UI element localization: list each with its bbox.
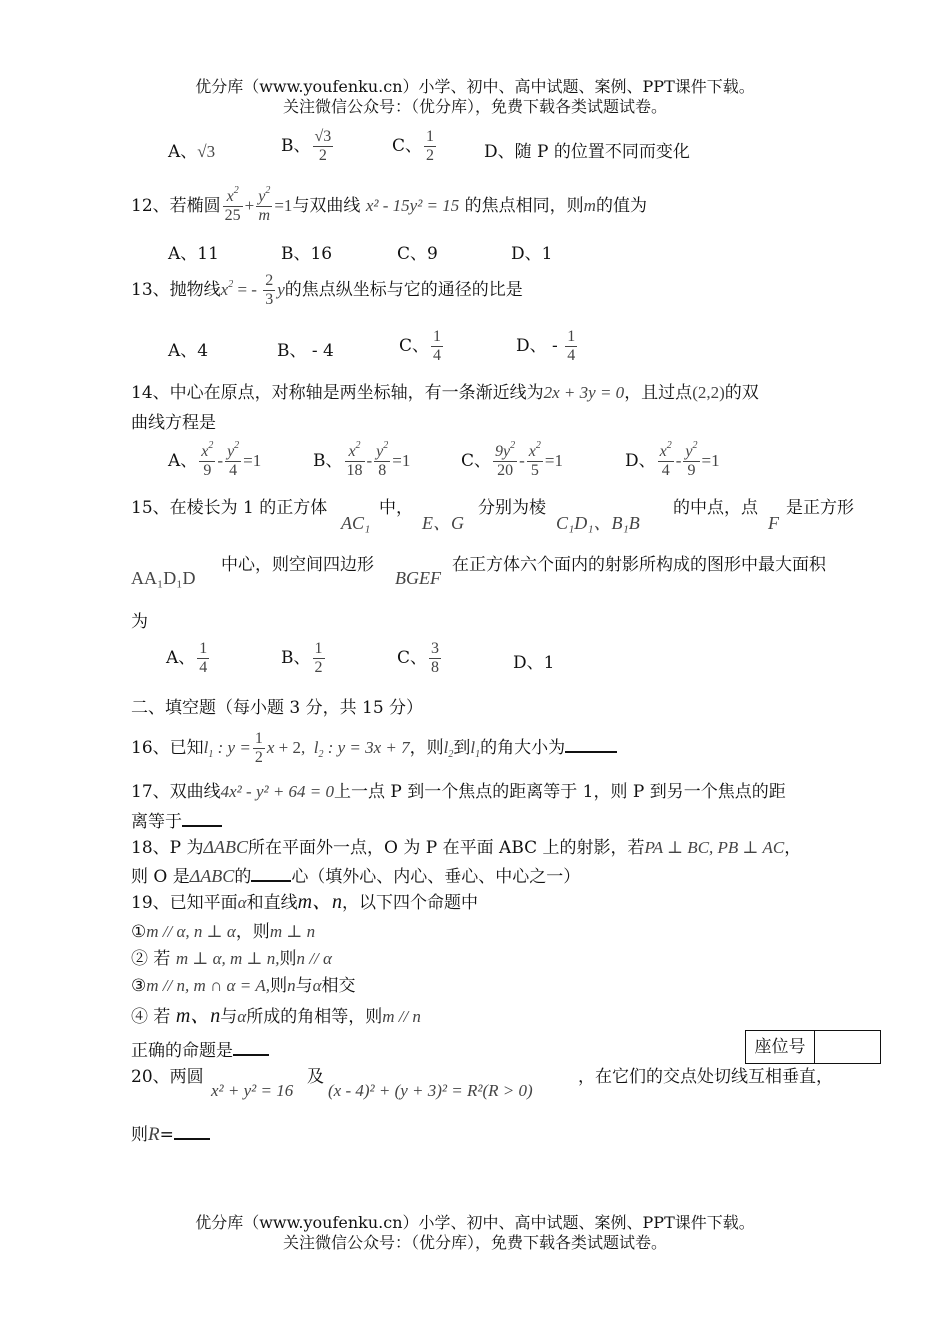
q13-option-b: B、 - 4 [277,341,334,361]
question-19-line1: 19、已知平面α和直线m、n，以下四个命题中 [131,891,479,913]
page-footer-line1: 优分库（www.youfenku.cn）小学、初中、高中试题、案例、PPT课件下载。 [195,1213,755,1232]
q15-option-c: C、 $\frac{3}{8}$ [397,640,440,676]
section-2-title: 二、填空题（每小题 3 分，共 15 分） [131,698,424,718]
question-15-line1: 15、在棱长为 1 的正方体 [131,498,328,518]
question-20-line2: 则R= [131,1122,210,1146]
q11-option-a: A、√3 [168,142,216,162]
q14-option-b: B、 $\frac{x^2}{18}$ - $\frac{y^2}{8}$ =1 [313,440,411,479]
q11-option-c: C、 $\frac{1}{2}$ [392,128,435,164]
q15-eg: E、G [422,513,464,533]
q15-edges: C₁D₁、B₁B [556,513,640,533]
q15-text-edges: 分别为棱 [478,498,546,518]
seat-number-box [745,1030,881,1064]
seat-number-label: 座位号 [746,1031,815,1063]
q19-proposition-2: ② 若 m ⊥ α, m ⊥ n,则n // α [131,949,332,969]
question-14-line1: 14、中心在原点，对称轴是两坐标轴，有一条渐近线为2x + 3y = 0，且过点(2,2)的双 [131,383,759,403]
q15-f: F [768,513,779,533]
q13-option-a: A、4 [168,341,209,361]
question-20-line1: 20、两圆 [131,1067,204,1087]
q15-text-zhong: 中， [379,498,413,518]
question-16: 16、已知$l_1$ : y = $\frac{1}{2}$ x + 2, $l_2$ : y = 3x + 7，则$l_2$到$l_1$的角大小为 [131,730,617,767]
q15-line2a: 中心，则空间四边形 [221,555,374,575]
q15-line2b: 在正方体六个面内的射影所构成的图形中最大面积 [452,555,826,575]
page-footer-line2: 关注微信公众号：（优分库），免费下载各类试题试卷。 [282,1233,667,1252]
q15-text-square: 是正方形 [786,498,854,518]
q15-option-b: B、 $\frac{1}{2}$ [281,640,323,676]
q17-answer-blank [182,809,222,827]
question-17-line2: 离等于 [131,809,222,833]
question-13: 13、抛物线$x^2$ = - $\frac{2}{3}$ y的焦点纵坐标与它的通径的比是 [131,272,523,308]
q16-answer-blank [565,735,617,753]
q15-quad: BGEF [395,568,441,588]
q19-proposition-3: ③m // n, m ∩ α = A,则n与α相交 [131,976,356,996]
q15-cube: AC₁ [341,513,371,533]
q20-answer-blank [174,1122,210,1140]
q19-proposition-4: ④ 若 m、n与α所成的角相等，则m // n [131,1005,421,1027]
question-17-line1: 17、双曲线4x² - y² + 64 = 0上一点 P 到一个焦点的距离等于 1，则 P 到另一个焦点的距 [131,782,786,802]
q13-option-d: D、 - $\frac{1}{4}$ [516,328,576,364]
q12-option-b: B、16 [281,244,333,264]
q12-option-a: A、11 [168,244,219,264]
q15-text-mid: 的中点，点 [673,498,758,518]
question-18-line2: 则 O 是ΔABC的 心（填外心、内心、垂心、中心之一） [131,866,581,887]
page-header-line1: 优分库（www.youfenku.cn）小学、初中、高中试题、案例、PPT课件下载。 [195,77,755,96]
question-15-line3: 为 [131,612,148,632]
q20-and: 及 [307,1067,324,1087]
question-14-line2: 曲线方程是 [131,413,216,433]
q15-face: AA₁D₁D [131,568,196,588]
q12-option-c: C、9 [397,244,438,264]
q15-option-d: D、1 [513,653,555,673]
q14-option-a: A、 $\frac{x^2}{9}$ - $\frac{y^2}{4}$ =1 [168,440,262,479]
q19-answer-line: 正确的命题是 [131,1038,269,1062]
q20-eq1: x² + y² = 16 [211,1081,294,1100]
q12-option-d: D、1 [511,244,553,264]
seat-number-field[interactable] [815,1031,881,1063]
q14-option-c: C、 $\frac{9y^2}{20}$ - $\frac{x^2}{5}$ =1 [461,440,563,479]
q14-option-d: D、 $\frac{x^2}{4}$ - $\frac{y^2}{9}$ =1 [625,440,720,479]
q15-option-a: A、 $\frac{1}{4}$ [166,640,208,676]
q13-option-c: C、 $\frac{1}{4}$ [399,328,442,364]
q19-answer-blank [233,1038,269,1056]
question-12: 12、若椭圆 $\frac{x^2}{25}$ + $\frac{y^2}{m}$ =1与双曲线 x² - 15y² = 15 的焦点相同，则m的值为 [131,185,647,224]
page-header-line2: 关注微信公众号：（优分库），免费下载各类试题试卷。 [282,97,667,116]
q18-answer-blank [251,864,291,882]
q11-option-d: D、随 P 的位置不同而变化 [484,142,690,162]
q11-option-b: B、 $\frac{√3}{2}$ [281,128,332,164]
q19-proposition-1: ①m // α, n ⊥ α，则m ⊥ n [131,922,316,942]
q20-post: ，在它们的交点处切线互相垂直， [578,1067,833,1087]
question-18-line1: 18、P 为ΔABC所在平面外一点，O 为 P 在平面 ABC 上的射影，若PA ⊥ BC, PB ⊥ AC， [131,837,802,858]
q20-eq2: (x - 4)² + (y + 3)² = R²(R > 0) [328,1081,533,1100]
